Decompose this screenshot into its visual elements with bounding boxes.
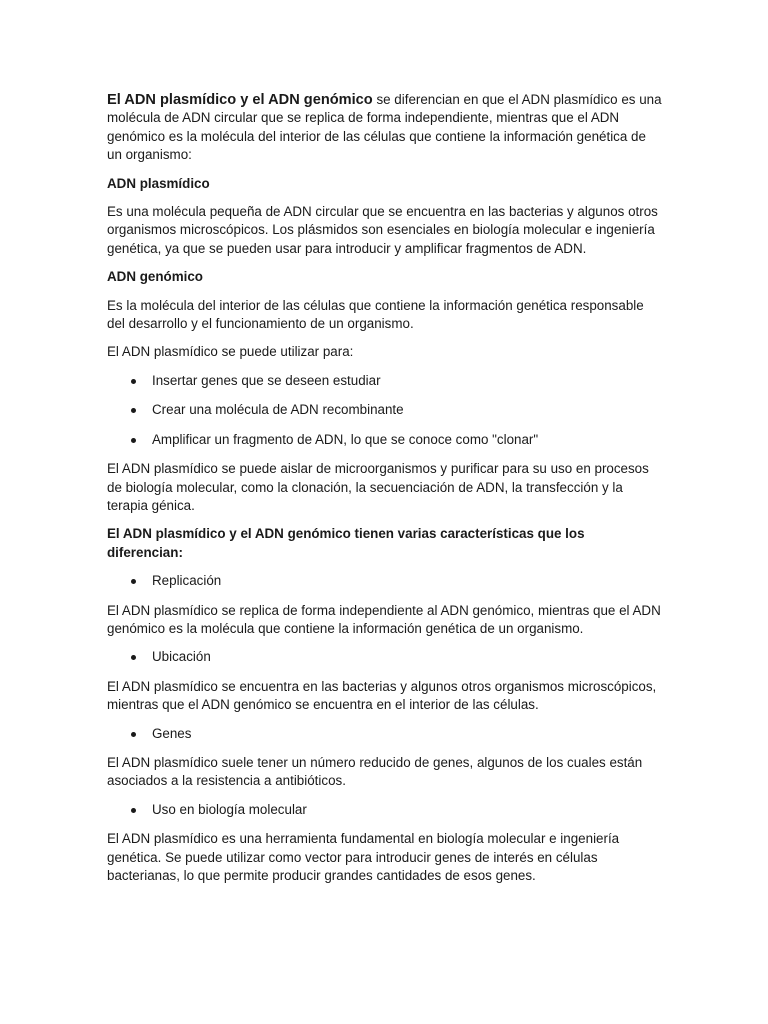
difference-paragraph-replication: El ADN plasmídico se replica de forma independiente al ADN genómico, mientras que el ADN genómico es la molécula que contiene la información genética de un organismo. [107,602,661,636]
intro-lead: El ADN plasmídico y el ADN genómico [107,92,373,108]
bullet-icon [131,438,136,443]
document-page [107,91,663,895]
genomic-heading: ADN genómico [107,269,203,285]
plasmid-heading: ADN plasmídico [107,175,210,191]
uses-after-paragraph: El ADN plasmídico se puede aislar de microorganismos y purificar para su uso en procesos de biología molecular, como la clonación, la secuenciación de ADN, la transfección y la terapia génica. [107,461,649,513]
difference-paragraph-location: El ADN plasmídico se encuentra en las bacterias y algunos otros organismos microscópicos, mientras que el ADN genómico se encuentra en el interior de las células. [107,678,657,713]
intro-text: se diferencian en que el ADN plasmídico es una molécula de ADN circular que se replica de forma independiente, mientras que el ADN genómico es la molécula del interior de las células que contiene la información genética de un organismo: [107,92,662,163]
uses-list [107,372,663,449]
list-item [107,648,663,666]
list-item-text: Amplificar un fragmento de ADN, lo que se conoce como "clonar" [152,431,539,447]
list-item [107,725,663,743]
list-item-text: Crear una molécula de ADN recombinante [152,402,404,418]
difference-label: Replicación [152,573,222,589]
difference-paragraph-genes: El ADN plasmídico suele tener un número reducido de genes, algunos de los cuales están asociados a la resistencia a antibióticos. [107,754,643,789]
plasmid-paragraph: Es una molécula pequeña de ADN circular que se encuentra en las bacterias y algunos otros organismos microscópicos. Los plásmidos son esenciales en biología molecular e ingeniería genética, ya que se pueden usar para introducir y amplificar fragmentos de ADN. [107,204,658,256]
uses-intro: El ADN plasmídico se puede utilizar para: [107,344,354,360]
list-item-text: Insertar genes que se deseen estudiar [152,372,381,388]
difference-list-usage [107,801,663,819]
differences-heading: El ADN plasmídico y el ADN genómico tienen varias características que los diferencian: [107,526,585,560]
genomic-paragraph: Es la molécula del interior de las células que contiene la información genética responsable del desarrollo y el funcionamiento de un organismo. [107,297,644,332]
difference-label: Ubicación [152,649,211,665]
list-item [107,801,663,819]
list-item [107,401,663,419]
difference-list-genes [107,725,663,743]
list-item [107,372,663,390]
bullet-icon [131,808,136,813]
difference-label: Uso en biología molecular [152,801,307,817]
difference-list-location [107,648,663,666]
bullet-icon [131,579,136,584]
difference-list-replication [107,572,663,590]
intro-paragraph [107,91,663,165]
list-item [107,431,663,449]
difference-paragraph-usage: El ADN plasmídico es una herramienta fundamental en biología molecular e ingeniería genética. Se puede utilizar como vector para introducir genes de interés en células bacterianas, lo que permite producir grandes cantidades de esos genes. [107,831,620,883]
bullet-icon [131,408,136,413]
bullet-icon [131,379,136,384]
bullet-icon [131,655,136,660]
difference-label: Genes [152,725,192,741]
bullet-icon [131,732,136,737]
list-item [107,572,663,590]
